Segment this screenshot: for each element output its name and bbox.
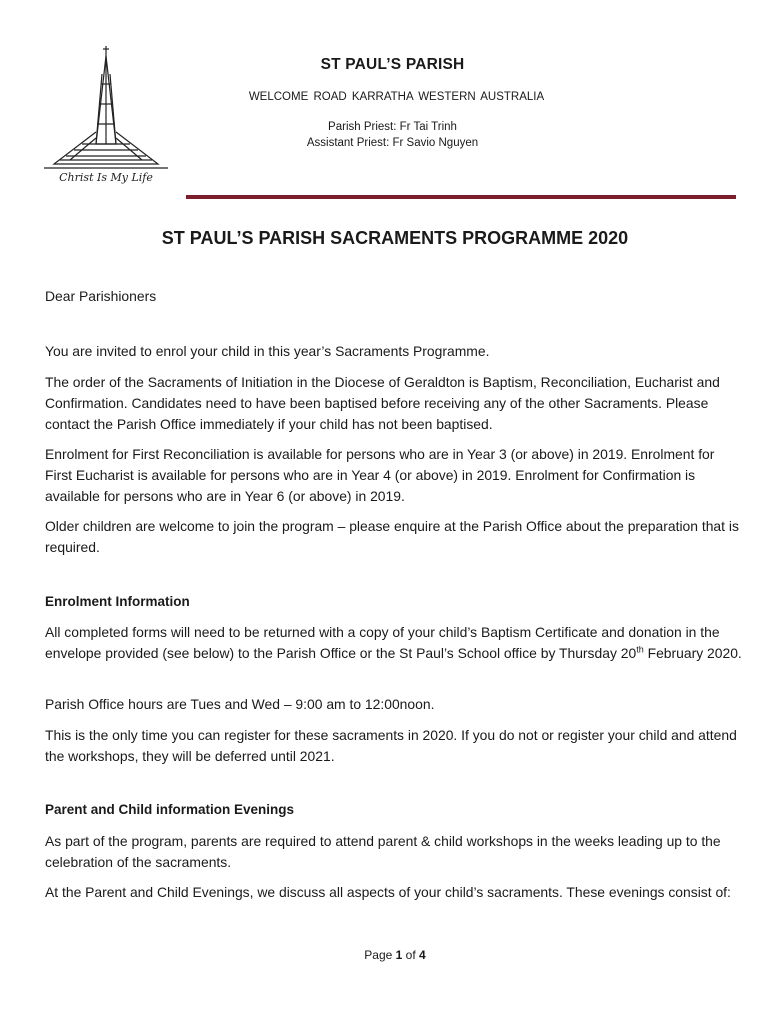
header-divider: [186, 195, 736, 199]
document-title: ST PAUL’S PARISH SACRAMENTS PROGRAMME 2020: [161, 228, 629, 248]
heading-enrolment-information: Enrolment Information: [45, 594, 190, 609]
parish-address: WELCOME ROAD KARRATHA WESTERN AUSTRALIA: [248, 91, 545, 103]
paragraph-older-children: Older children are welcome to join the program – please enquire at the Parish Office about the preparation that is required.: [45, 518, 739, 555]
total-pages: 4: [419, 948, 426, 962]
salutation: Dear Parishioners: [45, 288, 157, 304]
current-page: 1: [395, 948, 403, 962]
priest-block: [200, 119, 585, 151]
heading-information-evenings: Parent and Child information Evenings: [45, 802, 295, 817]
paragraph-sacrament-order: The order of the Sacraments of Initiation in the Diocese of Geraldton is Baptism, Reconciliation, Eucharist and Confirmation. Candidates need to have been baptised before receiving any of the other Sacraments. Please contact the Parish Office immediately if your child has not been baptised.: [45, 374, 720, 432]
paragraph-evenings-consist: At the Parent and Child Evenings, we discuss all aspects of your child’s sacraments. These evenings consist of:: [45, 884, 731, 900]
parish-name: ST PAUL’S PARISH: [320, 56, 465, 73]
paragraph-office-hours: Parish Office hours are Tues and Wed – 9:00 am to 12:00noon.: [45, 696, 435, 712]
ordinal-suffix: th: [636, 644, 644, 655]
parish-priest: Parish Priest: Fr Tai Trinh: [328, 121, 457, 133]
paragraph-registration-deadline: This is the only time you can register for these sacraments in 2020. If you do not or register your child and attend the workshops, they will be deferred until 2021.: [45, 727, 737, 764]
assistant-priest: Assistant Priest: Fr Savio Nguyen: [306, 137, 479, 149]
church-logo: [40, 44, 180, 189]
page-footer: Page 1 of 4: [364, 948, 426, 962]
paragraph-eligibility: Enrolment for First Reconciliation is available for persons who are in Year 3 (or above) in 2019. Enrolment for First Eucharist is available for persons who are in Year 4 (or above) in 2019. Enrolment for Confirmation is available for persons who are in Year 6 (or above) in 2019.: [45, 446, 715, 504]
logo-motto-text: Christ Is My Life: [59, 171, 153, 184]
paragraph-forms-return: All completed forms will need to be returned with a copy of your child’s Baptism Certificate and donation in the envelope provided (see below) to the Parish Office or the St Paul’s School office by Thursday 20th February 2020.: [45, 624, 742, 661]
paragraph-workshops: As part of the program, parents are required to attend parent & child workshops in the weeks leading up to the celebration of the sacraments.: [45, 833, 721, 870]
paragraph-invitation: You are invited to enrol your child in this year’s Sacraments Programme.: [45, 343, 490, 359]
